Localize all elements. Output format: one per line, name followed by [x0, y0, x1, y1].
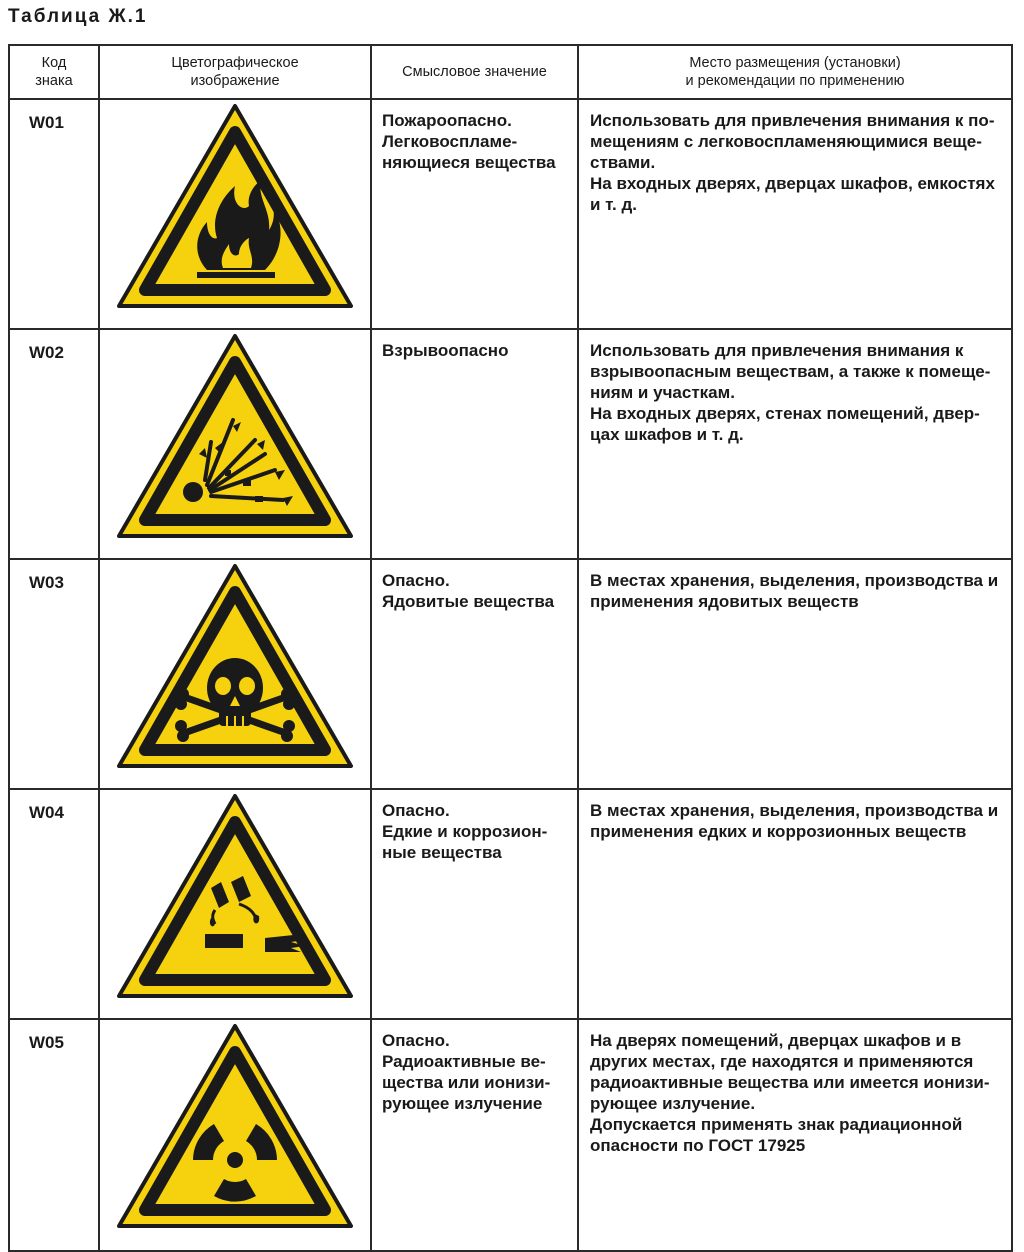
sign-image-cell: [99, 99, 371, 329]
warning-signs-table: [8, 44, 1013, 1252]
table-header-row: [9, 45, 1012, 99]
placement-line: На дверях помещений, дверцах шкафов и в: [590, 1031, 962, 1050]
sign-code: W03: [9, 559, 99, 789]
sign-placement: [578, 559, 1012, 789]
placement-line: других местах, где находятся и применяются: [590, 1052, 974, 1071]
sign-image-cell: [99, 329, 371, 559]
meaning-line: Едкие и коррозион-: [382, 822, 548, 841]
sign-meaning: [371, 329, 578, 559]
header-meaning: Смысловое значение: [371, 45, 578, 99]
header-image-line: Цветографическое: [171, 55, 299, 71]
skull-crossbones-warning-sign-icon: [115, 560, 355, 772]
table-caption: Таблица Ж.1: [8, 6, 148, 27]
explosion-warning-sign-icon: [115, 330, 355, 542]
corrosive-warning-sign-icon: [115, 790, 355, 1002]
sign-placement: [578, 1019, 1012, 1251]
placement-line: радиоактивные вещества или имеется ионизи-: [590, 1073, 990, 1092]
meaning-line: Опасно.: [382, 801, 450, 820]
sign-meaning: [371, 1019, 578, 1251]
header-code: [9, 45, 99, 99]
meaning-line: няющиеся вещества: [382, 153, 556, 172]
sign-code: W05: [9, 1019, 99, 1251]
table-row: [9, 99, 1012, 329]
sign-placement: [578, 99, 1012, 329]
placement-line: и т. д.: [590, 195, 637, 214]
placement-line: применения ядовитых веществ: [590, 592, 859, 611]
sign-meaning: [371, 99, 578, 329]
radiation-warning-sign-icon: [115, 1020, 355, 1232]
table-row: [9, 559, 1012, 789]
sign-image-cell: [99, 789, 371, 1019]
flame-warning-sign-icon: [115, 100, 355, 312]
header-code-line: знака: [35, 73, 73, 89]
placement-line: ниям и участкам.: [590, 383, 735, 402]
meaning-line: рующее излучение: [382, 1094, 543, 1113]
meaning-line: Радиоактивные ве-: [382, 1052, 546, 1071]
placement-line: На входных дверях, дверцах шкафов, емкостях: [590, 174, 995, 193]
meaning-line: ные вещества: [382, 843, 502, 862]
placement-line: Допускается применять знак радиационной: [590, 1115, 963, 1134]
meaning-line: Ядовитые вещества: [382, 592, 555, 611]
placement-line: цах шкафов и т. д.: [590, 425, 744, 444]
placement-line: Использовать для привлечения внимания к по-: [590, 111, 995, 130]
sign-code: W01: [9, 99, 99, 329]
meaning-line: Опасно.: [382, 1031, 450, 1050]
meaning-line: Опасно.: [382, 571, 450, 590]
placement-line: опасности по ГОСТ 17925: [590, 1136, 806, 1155]
header-placement-line: Место размещения (установки): [689, 55, 901, 71]
meaning-line: Легковоспламе-: [382, 132, 518, 151]
meaning-line: щества или ионизи-: [382, 1073, 551, 1092]
placement-line: взрывоопасным веществам, а также к помеще-: [590, 362, 991, 381]
table-row: [9, 1019, 1012, 1251]
sign-code: W04: [9, 789, 99, 1019]
sign-meaning: [371, 559, 578, 789]
placement-line: В местах хранения, выделения, производства и: [590, 801, 999, 820]
header-image-line: изображение: [190, 73, 280, 89]
header-code-line: Код: [41, 55, 67, 71]
placement-line: рующее излучение.: [590, 1094, 756, 1113]
header-placement: [578, 45, 1012, 99]
placement-line: применения едких и коррозионных веществ: [590, 822, 967, 841]
header-image: [99, 45, 371, 99]
placement-line: Использовать для привлечения внимания к: [590, 341, 964, 360]
placement-line: В местах хранения, выделения, производства и: [590, 571, 999, 590]
table-row: [9, 329, 1012, 559]
placement-line: ствами.: [590, 153, 656, 172]
sign-image-cell: [99, 1019, 371, 1251]
sign-placement: [578, 789, 1012, 1019]
placement-line: мещениям с легковоспламеняющимися веще-: [590, 132, 982, 151]
sign-code: W02: [9, 329, 99, 559]
header-placement-line: и рекомендации по применению: [685, 73, 905, 89]
sign-image-cell: [99, 559, 371, 789]
meaning-line: Взрывоопасно: [382, 341, 509, 360]
placement-line: На входных дверях, стенах помещений, двер-: [590, 404, 980, 423]
sign-placement: [578, 329, 1012, 559]
table-row: [9, 789, 1012, 1019]
meaning-line: Пожароопасно.: [382, 111, 512, 130]
sign-meaning: [371, 789, 578, 1019]
